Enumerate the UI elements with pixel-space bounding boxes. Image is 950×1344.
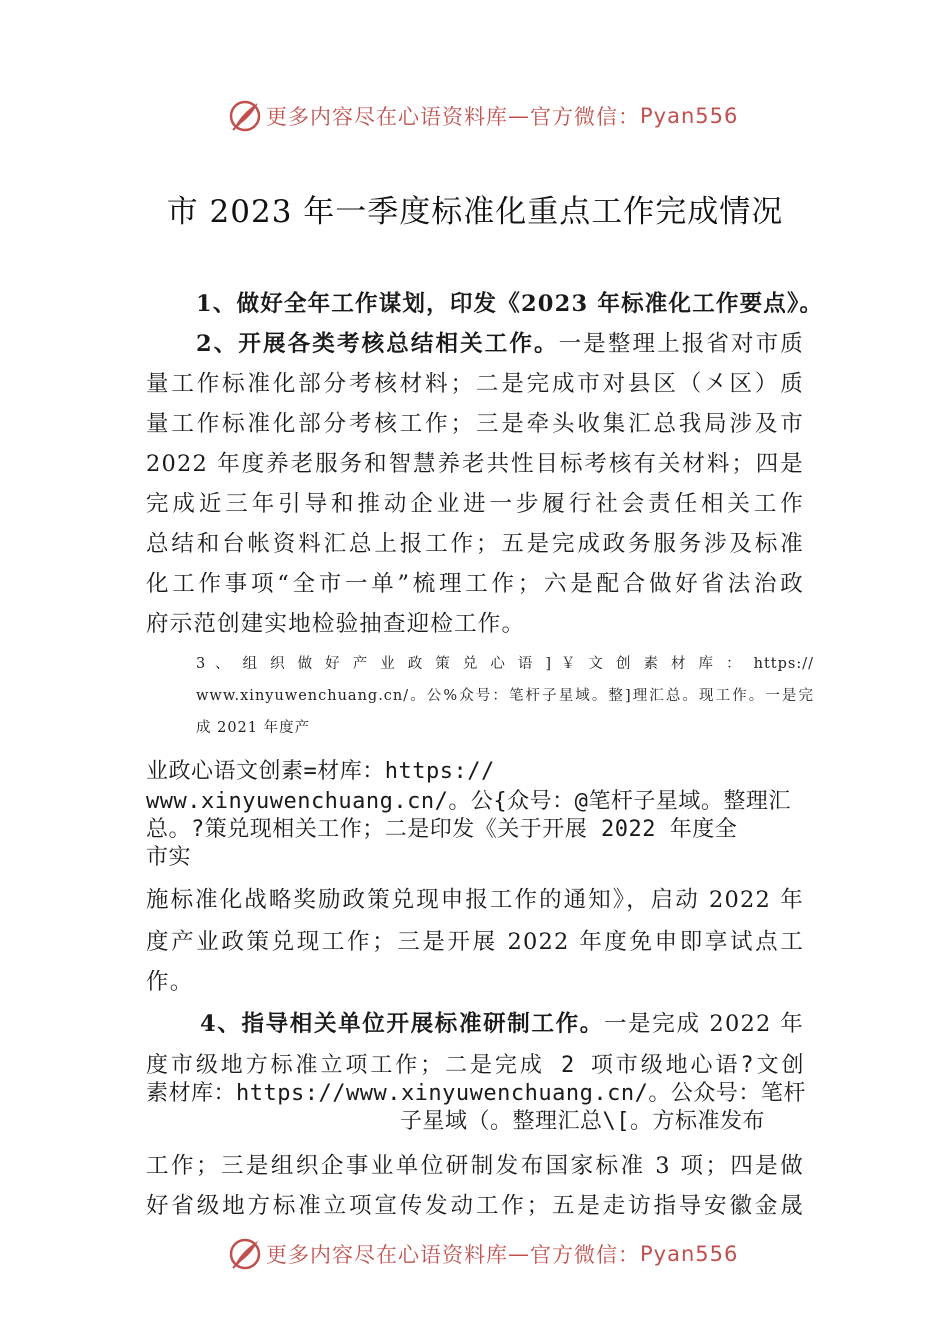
item-3-small-line: 成 2021 年度产 [196,720,311,736]
banner-official-label: 官方微信： [530,1243,640,1267]
item-2-line: 化工作事项“全市一单”梳理工作；六是配合做好省法治政 [146,571,804,597]
header-banner [0,96,950,136]
item-4-line: 好省级地方标准立项宣传发动工作；五是走访指导安徽金晟 [146,1193,804,1219]
item-2-line [146,366,804,398]
banner-slogan: 更多内容尽在心语资料库 [266,1243,508,1267]
item-2-line: 量工作标准化部分考核工作；三是牵头收集汇总我局涉及市 [146,411,804,437]
item-3-mono-line: 总。?策兑现相关工作；二是印发《关于开展 2022 年度全 [146,817,738,842]
item-4-line: 子星域（。整理汇总\[。方标准发布 [400,1109,765,1134]
item-4-heading: 4、指导相关单位开展标准研制工作。 [200,1011,604,1037]
item-4-line: 度市级地方标准立项工作；二是完成 2 项市级地心语?文创 [146,1053,804,1078]
banner-slogan: 更多内容尽在心语资料库 [266,105,508,129]
item-2-heading: 2、开展各类考核总结相关工作。 [196,331,559,357]
item-2-line-part: 量工作标准化部分考核材料；二是完成市对县区（ [146,371,705,397]
item-3-line: 度产业政策兑现工作；三是开展 2022 年度免申即享试点工 [146,929,804,955]
page-title: 市 2023 年一季度标准化重点工作完成情况 [166,194,784,230]
item-3-mono-line: 市实 [146,845,192,870]
quill-pen-logo-icon [228,1237,262,1271]
item-3-small-line: 3 、 组 织 做 好 产 业 政 策 兑 心 语 ] ￥ 文 创 素 材 库 ： https:// [196,656,814,672]
banner-separator: — [508,104,530,128]
item-4-line: 工作；三是组织企事业单位研制发布国家标准 3 项；四是做 [146,1153,804,1179]
item-4-text: 一是完成 2022 年 [603,1011,805,1037]
item-3-small-line: www.xinyuwenchuang.cn/。公%众号：笔杆子星域。整]理汇总。现工作。一是完 [196,688,814,704]
item-4-first-line [200,1006,804,1038]
item-3-line: 施标准化战略奖励政策兑现申报工作的通知》，启动 2022 年 [146,887,804,913]
item-3-line: 作。 [146,969,194,995]
item-3-mono-line: www.xinyuwenchuang.cn/。公{众号：@笔杆子星域。整理汇 [146,789,791,814]
item-2-line: 完成近三年引导和推动企业进一步履行社会责任相关工作 [146,491,804,517]
item-3-mono-line: 业政心语文创素=材库：https:// [146,759,495,784]
footer-banner [0,1234,950,1274]
item-1: 1、做好全年工作谋划，印发《2023 年标准化工作要点》。 [196,291,824,317]
banner-wechat-id: Pyan556 [640,104,739,128]
banner-wechat-id: Pyan556 [640,1242,739,1266]
banner-separator: — [508,1242,530,1266]
item-2-garbled-char: 㐅区） [704,371,781,397]
banner-official-label: 官方微信： [530,105,640,129]
item-2-text: 一是整理上报省对市质 [558,331,804,357]
item-2-line-part: 质 [780,371,804,397]
item-2-line: 总结和台帐资料汇总上报工作；五是完成政务服务涉及标准 [146,531,804,557]
item-4-line: 素材库：https://www.xinyuwenchuang.cn/。公众号：笔杆 [146,1081,806,1106]
item-2-line: 府示范创建实地检验抽查迎检工作。 [146,611,526,637]
quill-pen-logo-icon [228,99,262,133]
item-2-first-line [196,326,804,358]
item-2-line: 2022 年度养老服务和智慧养老共性目标考核有关材料；四是 [146,451,804,477]
